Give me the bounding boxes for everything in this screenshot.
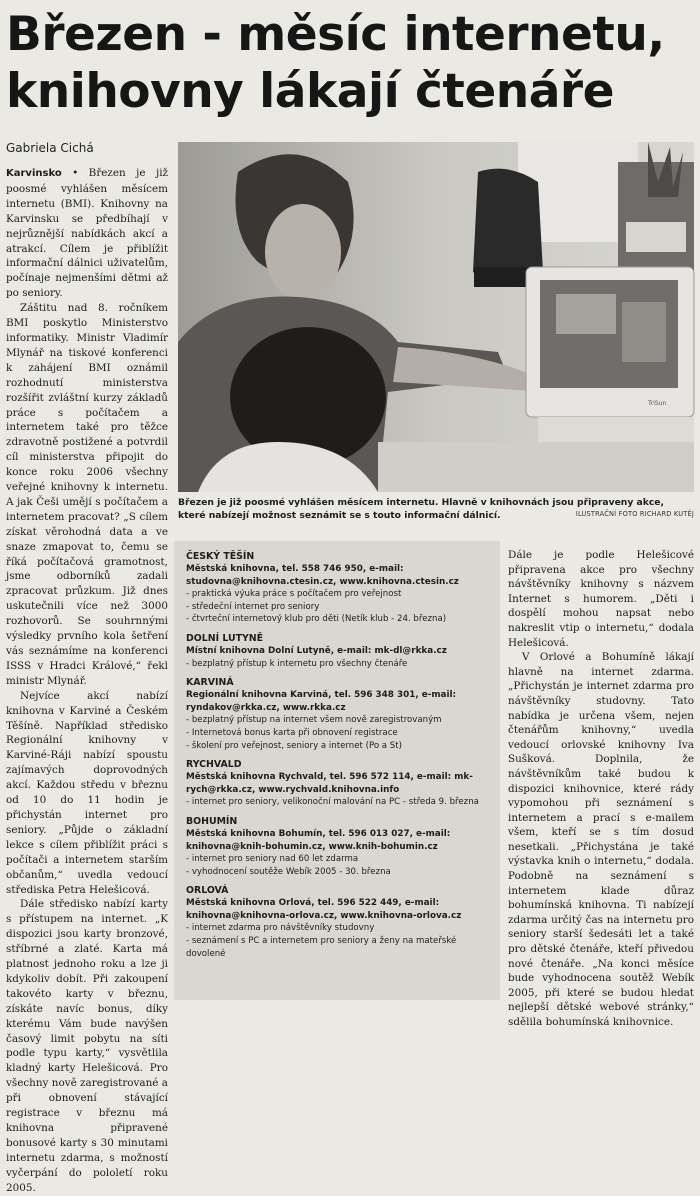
library-section-dolni-lutyne xyxy=(186,633,492,670)
library-section-rychvald xyxy=(186,759,492,809)
article-paragraph: V Orlové a Bohumíně lákají hlavně na internet zdarma. „Přichystán je internet zdarma pro návštěvníky studovny. Tato nabídka je určena všem, nejen čtenářům knihovny,“ uvedla vedoucí orlovské knihovny Iva Sušková. Doplnila, že návštěvníkům také budou k dispozici knihovnice, které rády vypomohou při seznámení s internetem a prací s e-mailem všem, kteří se s tím dosud nesetkali. „Přichystána je také výstavka knih o internetu,“ dodala. Podobně na seznámení s internetem klade důraz bohumínská knihovna. Ti nabízejí zdarma určitý čas na internetu pro seniory starší šedesáti let a také pro dětské čtenáře, kteří přivedou nové čtenáře. „Na konci měsíce bude vyhodnocena soutěž Webík 2005, při které se budou hledat nejlepší dětské webové stránky,“ sdělila bohumínská knihovnice. xyxy=(508,651,694,1028)
library-item: - bezplatný přístup k internetu pro všechny čtenáře xyxy=(186,658,408,669)
library-contact: Městská knihovna Rychvald, tel. 596 572 114, e-mail: mk-rych@rkka.cz, www.rychvald.knihovna.info xyxy=(186,772,473,795)
library-item: - Internetová bonus karta při obnovení registrace xyxy=(186,727,398,738)
left-article-column xyxy=(6,166,168,1194)
library-contact: Místní knihovna Dolní Lutyně, e-mail: mk-dl@rkka.cz xyxy=(186,645,447,656)
library-contact: Městská knihovna Bohumín, tel. 596 013 027, e-mail: knihovna@knih-bohumin.cz, www.knih-bohumin.cz xyxy=(186,828,451,852)
monitor-brand: TriSun xyxy=(648,400,667,407)
library-item: - středeční internet pro seniory xyxy=(186,601,320,612)
headline-line-2: knihovny lákají čtenáře xyxy=(6,64,614,119)
article-paragraph: Záštitu nad 8. ročníkem BMI poskytlo Ministerstvo informatiky. Ministr Vladimír Mlynář na tiskové konferenci k zahájení BMI oznámil rozhodnutí ministerstva rozšířit zvláštní kurzy základů práce s počítačem a internetem také pro těžce zdravotně postižené a potvrdil cíl ministerstva připojit do konce roku 2006 všechny veřejné knihovny k internetu. A jak Češi umějí s počítačem a internetem pracovat? „S cílem získat věrohodná data a ve snaze zmapovat to, čemu se říká počítačová gramotnost, jsme odborníků zadali zpracovat průzkum. Již dnes uskutečnili více než 3000 rozhovorů. Se souhrnnými výsledky prvního kola šetření vás seznámíme na konferenci ISSS v Hradci Králové,“ řekl ministr Mlynář. xyxy=(6,302,168,687)
library-contact: Městská knihovna, tel. 558 746 950, e-mail: studovna@knihovna.ctesin.cz, www.knihovna.ctesin.cz xyxy=(186,564,459,587)
library-section-bohumin xyxy=(186,816,492,878)
article-paragraph: Karvinsko • Březen je již poosmé vyhlášen měsícem internetu (BMI). Knihovny na Karvinsku se předbíhají v nejrůznější nabídkách akcí a atrakcí. Cílem je přiblížit informační dálnici uživatelům, počínaje nejmenšími dětmi až po seniory. xyxy=(6,167,168,300)
library-item: - praktická výuka práce s počítačem pro veřejnost xyxy=(186,589,402,600)
article-paragraph: Nejvíce akcí nabízí knihovna v Karviné a Českém Těšíně. Například středisko Regionální knihovny v Karviné-Ráji nabízí spoustu zajímavých doprovodných akcí. Každou středu v březnu od 10 do 11 hodin je přichystán internet pro seniory. „Půjde o základní lekce s cílem přiblížit práci s počítači a internetem starším občanům,“ uvedla vedoucí střediska Petra Helešicová. xyxy=(6,689,168,896)
library-item: - internet pro seniory, velikonoční malování na PC - středa 9. března xyxy=(186,797,479,808)
library-contact: Městská knihovna Orlová, tel. 596 522 449, e-mail: knihovna@knihovna-orlova.cz, www.knihovna-orlova.cz xyxy=(186,898,462,921)
right-article-column xyxy=(508,548,694,1028)
photo-caption: Březen je již poosmé vyhlášen měsícem internetu. Hlavně v knihovnách jsou připraveny akce, které nabízejí možnost seznámit se s touto informační dálnicí. xyxy=(178,497,665,521)
headline-line-1: Březen - měsíc internetu, xyxy=(6,7,665,62)
library-item: - bezplatný přístup na internet všem nově zaregistrovaným xyxy=(186,715,442,726)
article-paragraph: Dále je podle Helešicové připravena akce pro všechny návštěvníky knihovny s názvem Internet s humorem. „Děti i dospělí mohou napsat nebo nakreslit vtip o internetu,“ dodala Helešicová. xyxy=(508,549,694,649)
library-item: - čtvrteční internetový klub pro děti (Netík klub - 24. března) xyxy=(186,614,447,625)
library-city: DOLNÍ LUTYNĚ xyxy=(186,632,264,644)
article-paragraph: Dále středisko nabízí karty s přístupem na internet. „K dispozici jsou karty bronzové, stříbrné a zlaté. Karta má platnost jednoho roku a lze ji kdykoliv dobít. Při zakoupení takovéto karty v březnu, získáte navíc bonus, díky kterému Vám bude navýšen časový limit pobytu na síti podle typu karty,“ vysvětlila kladný karty Helešicová. Pro všechny nově zaregistrované a při obnovení stávající registrace v březnu má knihovna připravené bonusové karty s 30 minutami internetu zdarma, s možností vyčerpání do pololetí roku 2005. xyxy=(6,898,168,1194)
headline xyxy=(6,6,696,120)
library-city: ORLOVÁ xyxy=(186,885,229,897)
library-item: - internet pro seniory nad 60 let zdarma xyxy=(186,854,359,865)
library-section-cesky-tesin xyxy=(186,551,492,626)
library-item: - seznámení s PC a internetem pro seniory a ženy na mateřské dovolené xyxy=(186,936,457,959)
library-item: - internet zdarma pro návštěvníky studovny xyxy=(186,923,375,934)
photo-credit: ILUSTRAČNÍ FOTO RICHARD KUTĚJ xyxy=(575,510,694,518)
library-city: RYCHVALD xyxy=(186,759,242,771)
library-info-box xyxy=(174,541,500,1000)
desk xyxy=(378,442,694,492)
author-byline: Gabriela Cichá xyxy=(6,141,94,155)
library-contact: Regionální knihovna Karviná, tel. 596 348 301, e-mail: ryndakov@rkka.cz, www.rkka.cz xyxy=(186,690,457,713)
library-section-karvina xyxy=(186,677,492,752)
article-photo xyxy=(178,142,694,492)
woman-face xyxy=(265,204,341,300)
library-section-orlova xyxy=(186,885,492,960)
library-item: - vyhodnocení soutěže Webík 2005 - 30. března xyxy=(186,866,391,877)
library-city: BOHUMÍN xyxy=(186,815,238,827)
library-item: - školení pro veřejnost, seniory a internet (Po a St) xyxy=(186,740,402,751)
library-city: ČESKÝ TĚŠÍN xyxy=(186,551,255,562)
library-city: KARVINÁ xyxy=(186,677,234,689)
office-chair xyxy=(473,169,543,282)
photo-illustration xyxy=(178,142,694,492)
dateline: Karvinsko xyxy=(6,168,62,179)
